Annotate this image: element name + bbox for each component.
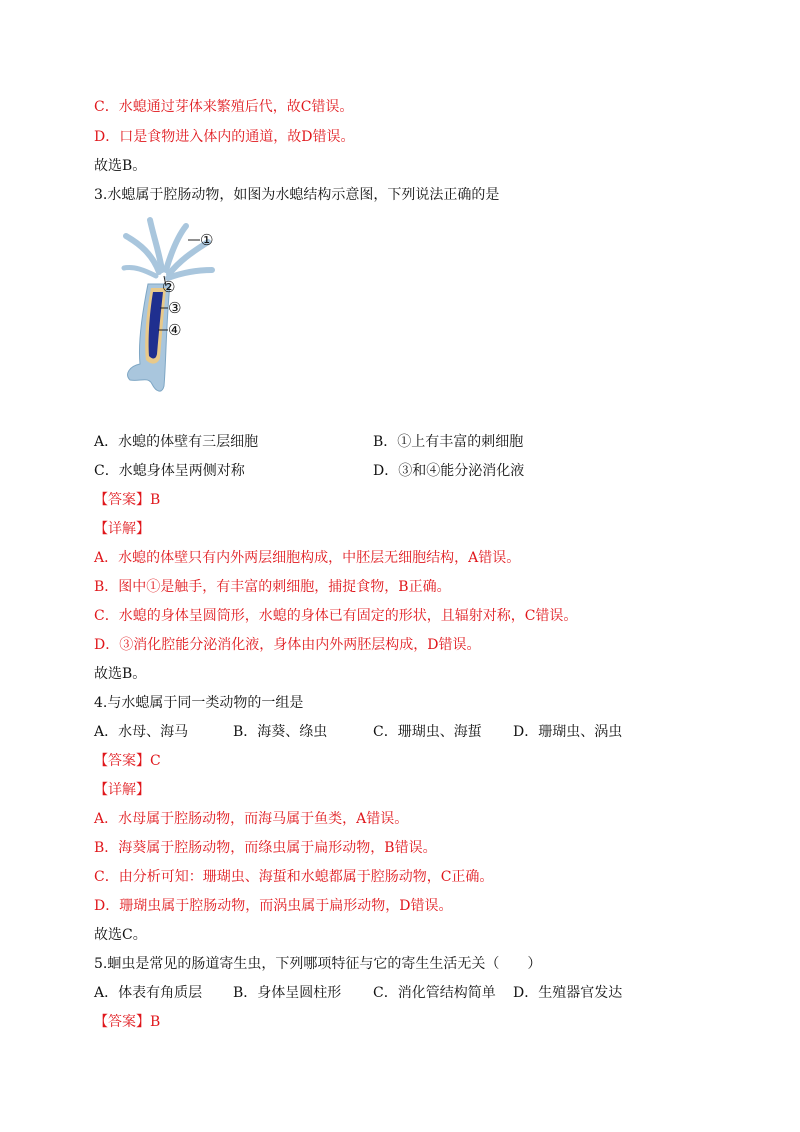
q3-detail-a: A．水螅的体壁只有内外两层细胞构成，中胚层无细胞结构，A错误。 <box>94 550 521 566</box>
prev-option-d-explanation: D．口是食物进入体内的通道，故D错误。 <box>94 129 355 145</box>
q4-detail-tag: 【详解】 <box>94 782 150 798</box>
q5-option-d: D．生殖器官发达 <box>513 985 623 1001</box>
q4-option-b: B．海葵、绦虫 <box>233 724 328 740</box>
question-3-stem: 3.水螅属于腔肠动物，如图为水螅结构示意图，下列说法正确的是 <box>94 187 500 203</box>
q4-detail-a: A．水母属于腔肠动物，而海马属于鱼类，A错误。 <box>94 811 409 827</box>
answer-tag: 【答案】 <box>94 1014 150 1030</box>
answer-value: C <box>150 753 161 769</box>
hydra-diagram <box>104 214 234 404</box>
q3-detail-tag: 【详解】 <box>94 521 150 537</box>
q3-option-a: A．水螅的体壁有三层细胞 <box>94 434 259 450</box>
q4-option-a: A．水母、海马 <box>94 724 189 740</box>
question-4-stem: 4.与水螅属于同一类动物的一组是 <box>94 695 304 711</box>
q3-answer <box>94 490 740 510</box>
q5-option-a: A．体表有角质层 <box>94 985 203 1001</box>
answer-tag: 【答案】 <box>94 492 150 508</box>
q4-detail-b: B．海葵属于腔肠动物，而绦虫属于扁形动物，B错误。 <box>94 840 437 856</box>
q4-choose-statement: 故选C。 <box>94 927 147 943</box>
q4-option-c: C．珊瑚虫、海蜇 <box>373 724 482 740</box>
answer-value: B <box>150 492 161 508</box>
hydra-structure-figure <box>104 214 234 404</box>
answer-value: B <box>150 1014 161 1030</box>
q3-detail-d: D．③消化腔能分泌消化液，身体由内外两胚层构成，D错误。 <box>94 637 481 653</box>
q3-option-d: D．③和④能分泌消化液 <box>373 463 525 479</box>
q5-answer <box>94 1012 740 1032</box>
q4-option-d: D．珊瑚虫、涡虫 <box>513 724 623 740</box>
q5-option-b: B．身体呈圆柱形 <box>233 985 342 1001</box>
q3-option-c: C．水螅身体呈两侧对称 <box>94 463 245 479</box>
prev-choose-statement: 故选B。 <box>94 158 147 174</box>
tentacle <box>124 267 156 276</box>
q5-option-c: C．消化管结构简单 <box>373 985 496 1001</box>
figure-label-1: ① <box>200 231 214 249</box>
q4-detail-c: C．由分析可知：珊瑚虫、海蜇和水螅都属于腔肠动物，C正确。 <box>94 869 494 885</box>
answer-tag: 【答案】 <box>94 753 150 769</box>
prev-option-c-explanation: C．水螅通过芽体来繁殖后代，故C错误。 <box>94 99 354 115</box>
figure-label-4: ④ <box>168 321 182 339</box>
q4-answer <box>94 751 740 771</box>
figure-label-2: ② <box>162 278 176 296</box>
q3-choose-statement: 故选B。 <box>94 666 147 682</box>
q3-option-b: B．①上有丰富的刺细胞 <box>373 434 524 450</box>
question-5-stem: 5.蛔虫是常见的肠道寄生虫，下列哪项特征与它的寄生生活无关（ ） <box>94 956 542 972</box>
q3-detail-c: C．水螅的身体呈圆筒形，水螅的身体已有固定的形状，且辐射对称，C错误。 <box>94 608 578 624</box>
q3-detail-b: B．图中①是触手，有丰富的刺细胞，捕捉食物，B正确。 <box>94 579 451 595</box>
figure-label-3: ③ <box>168 299 182 317</box>
q4-detail-d: D．珊瑚虫属于腔肠动物，而涡虫属于扁形动物，D错误。 <box>94 898 453 914</box>
